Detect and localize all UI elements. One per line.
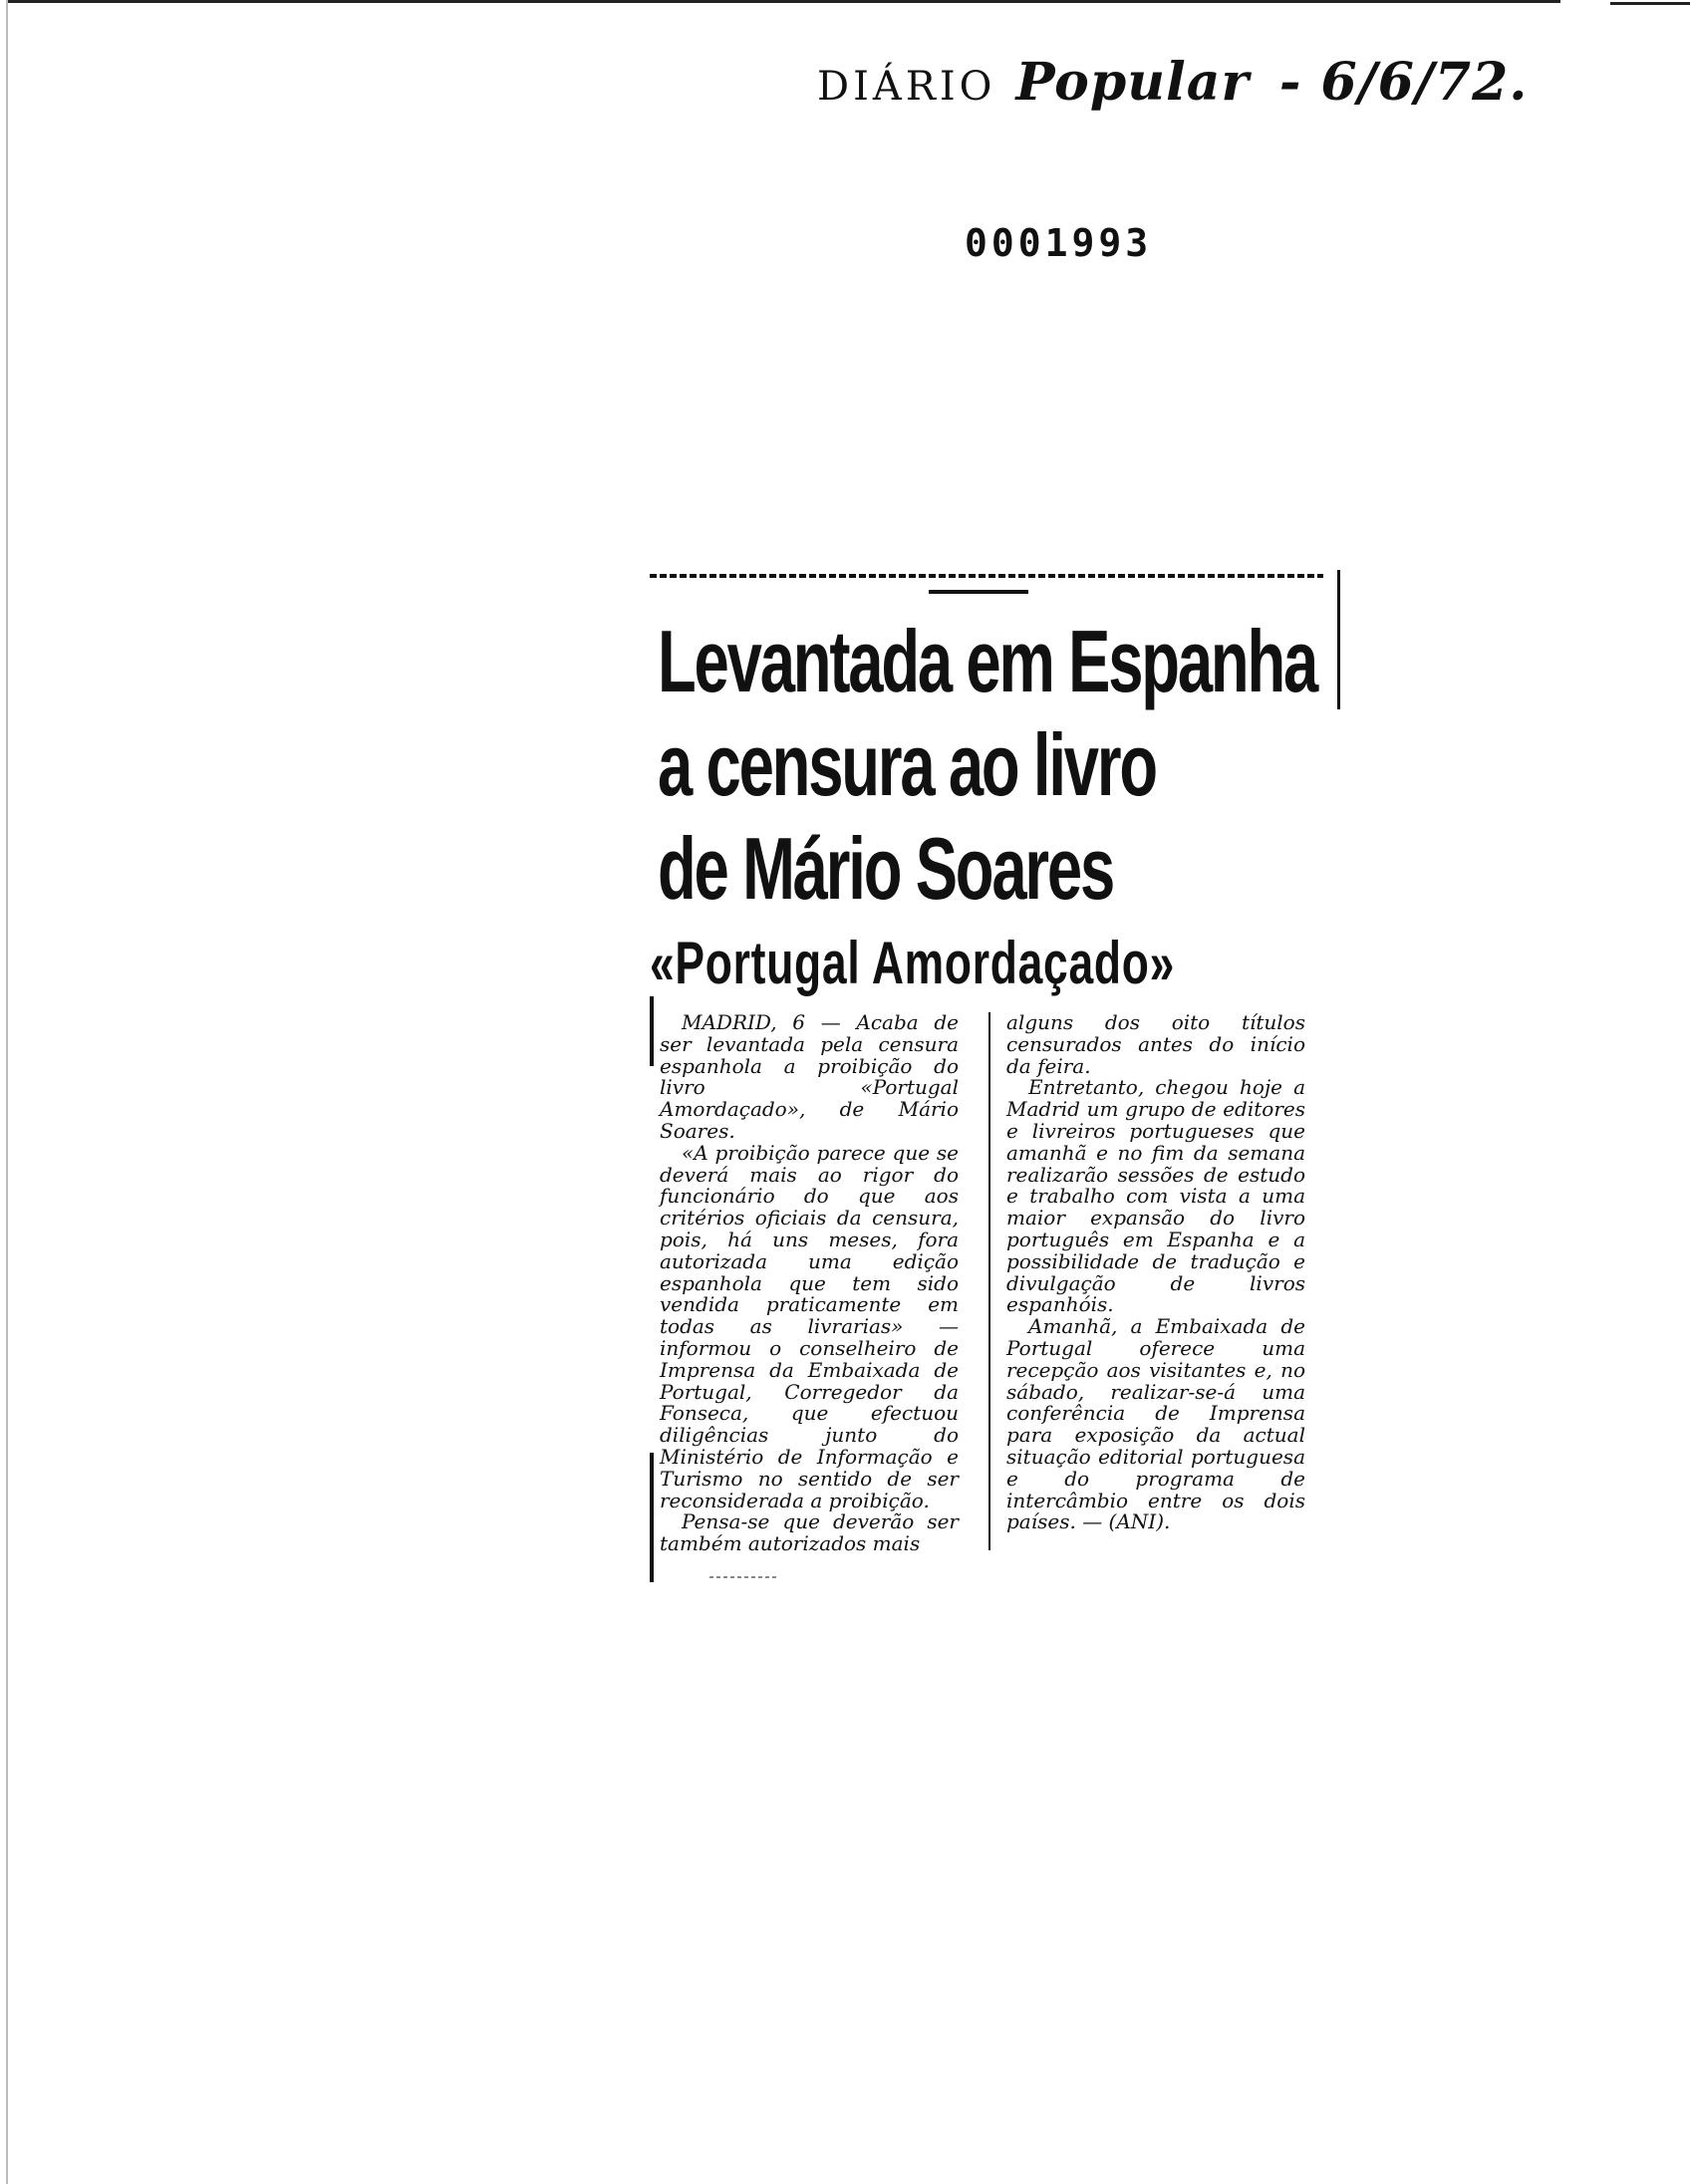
headline-line-3: de Mário Soares bbox=[658, 819, 1114, 918]
paragraph: Pensa-se que deverão ser também autorizados mais bbox=[660, 1509, 959, 1556]
paragraph: Entretanto, chegou hoje a Madrid um grupo de editores e livreiros portugueses que amanhã e no fim da semana realizarão sessões de estudo e trabalho com vista a uma maior expansão do livro português em Espanha e a possibilidade de tradução e divulgação de livros espanhóis. bbox=[1006, 1075, 1305, 1317]
column-divider bbox=[988, 1012, 990, 1550]
handwritten-date: - 6/6/72. bbox=[1278, 52, 1529, 113]
archive-stamp-number: 0001993 bbox=[965, 221, 1153, 265]
dashed-top-rule bbox=[650, 574, 1323, 578]
handwritten-source-note bbox=[817, 52, 1528, 113]
headline-line-1: Levantada em Espanha bbox=[658, 612, 1317, 710]
scan-edge-left bbox=[6, 0, 8, 2184]
paragraph: «A proibição parece que se deverá mais ao rigor do funcionário do que aos critérios oficiais da censura, pois, há uns meses, fora autorizada uma edição espanhola que tem sido vendida praticamente em todas as livrarias» — informou o conselheiro de Imprensa da Embaixada de Portugal, Corregedor da Fonseca, que efectuou diligências junto do Ministério de Informação e Turismo no sentido de ser reconsiderada a proibição. bbox=[660, 1140, 959, 1512]
paragraph: alguns dos oito títulos censurados antes do início da feira. bbox=[1006, 1010, 1305, 1078]
handwritten-source: DIÁRIO bbox=[817, 64, 996, 110]
handwritten-newspaper-name: Popular bbox=[1015, 52, 1250, 113]
article-headline bbox=[658, 610, 1317, 921]
header-bar bbox=[929, 590, 1028, 594]
headline-line-2: a censura ao livro bbox=[658, 715, 1156, 814]
margin-bracket bbox=[650, 996, 654, 1066]
article-column-left bbox=[660, 1012, 959, 1555]
paragraph: Amanhã, a Embaixada de Portugal oferece uma recepção aos visitantes e, no sábado, realizar-se-á uma conferência de Imprensa para exposição da actual situação editorial portuguesa e do programa de intercâmbio entre os dois países. — (ANI). bbox=[1006, 1314, 1305, 1534]
margin-bracket bbox=[650, 1453, 654, 1582]
article-subtitle: «Portugal Amordaçado» bbox=[650, 930, 1176, 996]
scan-edge-top bbox=[6, 0, 1560, 3]
paragraph: MADRID, 6 — Acaba de ser levantada pela censura espanhola a proibição do livro «Portugal Amordaçado», de Mário Soares. bbox=[660, 1010, 959, 1143]
article-column-right bbox=[1006, 1012, 1305, 1533]
footer-dash-rule bbox=[709, 1576, 779, 1578]
right-edge-rule bbox=[1337, 570, 1340, 709]
scan-edge-top-right bbox=[1610, 2, 1690, 5]
newspaper-clipping bbox=[650, 570, 1337, 1576]
